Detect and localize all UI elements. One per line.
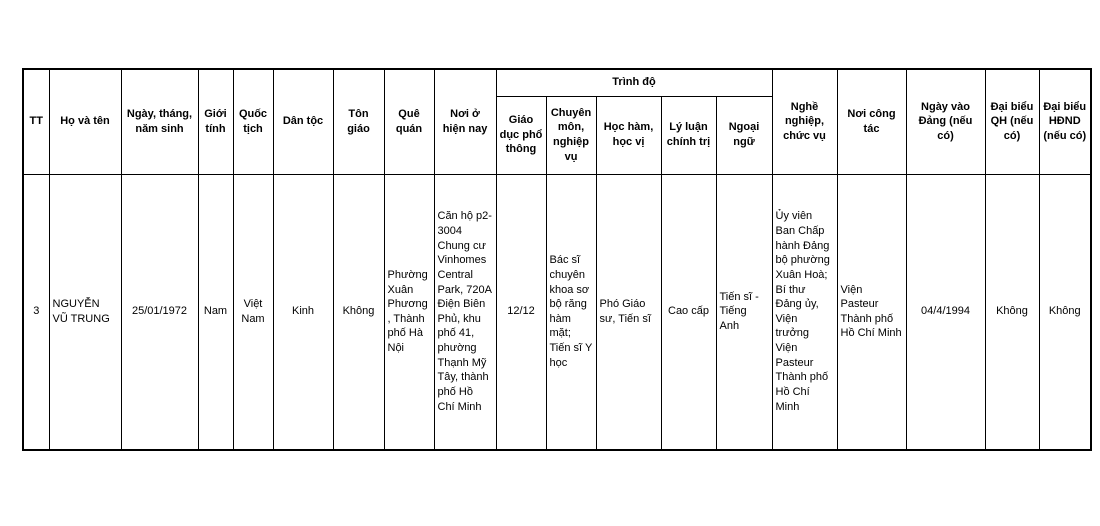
header-na-deputy: Đại biểu QH (nếu có) xyxy=(985,69,1039,174)
header-hometown: Quê quán xyxy=(384,69,434,174)
header-full-name: Họ và tên xyxy=(49,69,121,174)
header-qualification-group: Trình độ xyxy=(496,69,772,96)
cell-full-name: NGUYỄN VŨ TRUNG xyxy=(49,174,121,450)
cell-council-deputy: Không xyxy=(1039,174,1091,450)
header-date-of-birth: Ngày, tháng, năm sinh xyxy=(121,69,198,174)
cell-nationality: Việt Nam xyxy=(233,174,273,450)
cell-occupation: Ủy viên Ban Chấp hành Đảng bộ phường Xuân Hoà; Bí thư Đảng ủy, Viện trưởng Viện Pasteur Thành phố Hồ Chí Minh xyxy=(772,174,837,450)
cell-current-residence: Căn hộ p2-3004 Chung cư Vinhomes Central Park, 720A Điện Biên Phủ, khu phố 41, phường Thạnh Mỹ Tây, thành phố Hồ Chí Minh xyxy=(434,174,496,450)
cell-foreign-language: Tiến sĩ - Tiếng Anh xyxy=(716,174,772,450)
header-general-education: Giáo dục phổ thông xyxy=(496,96,546,174)
header-ethnicity: Dân tộc xyxy=(273,69,333,174)
header-foreign-language: Ngoại ngữ xyxy=(716,96,772,174)
cell-na-deputy: Không xyxy=(985,174,1039,450)
header-nationality: Quốc tịch xyxy=(233,69,273,174)
cell-tt: 3 xyxy=(23,174,49,450)
cell-ethnicity: Kinh xyxy=(273,174,333,450)
header-council-deputy: Đại biểu HĐND (nếu có) xyxy=(1039,69,1091,174)
candidate-info-table xyxy=(22,68,1092,451)
header-professional-qualification: Chuyên môn, nghiệp vụ xyxy=(546,96,596,174)
cell-general-education: 12/12 xyxy=(496,174,546,450)
header-party-admission-date: Ngày vào Đảng (nếu có) xyxy=(906,69,985,174)
header-tt: TT xyxy=(23,69,49,174)
header-religion: Tôn giáo xyxy=(333,69,384,174)
table-row xyxy=(23,174,1091,450)
cell-gender: Nam xyxy=(198,174,233,450)
header-gender: Giới tính xyxy=(198,69,233,174)
header-workplace: Nơi công tác xyxy=(837,69,906,174)
header-occupation: Nghề nghiệp, chức vụ xyxy=(772,69,837,174)
cell-date-of-birth: 25/01/1972 xyxy=(121,174,198,450)
cell-professional-qualification: Bác sĩ chuyên khoa sơ bộ răng hàm mặt; Tiến sĩ Y học xyxy=(546,174,596,450)
header-current-residence: Nơi ở hiện nay xyxy=(434,69,496,174)
cell-party-admission-date: 04/4/1994 xyxy=(906,174,985,450)
header-academic-title: Học hàm, học vị xyxy=(596,96,661,174)
cell-workplace: Viện Pasteur Thành phố Hồ Chí Minh xyxy=(837,174,906,450)
header-political-theory: Lý luận chính trị xyxy=(661,96,716,174)
cell-academic-title: Phó Giáo sư, Tiến sĩ xyxy=(596,174,661,450)
cell-hometown: Phường Xuân Phương, Thành phố Hà Nội xyxy=(384,174,434,450)
cell-political-theory: Cao cấp xyxy=(661,174,716,450)
cell-religion: Không xyxy=(333,174,384,450)
